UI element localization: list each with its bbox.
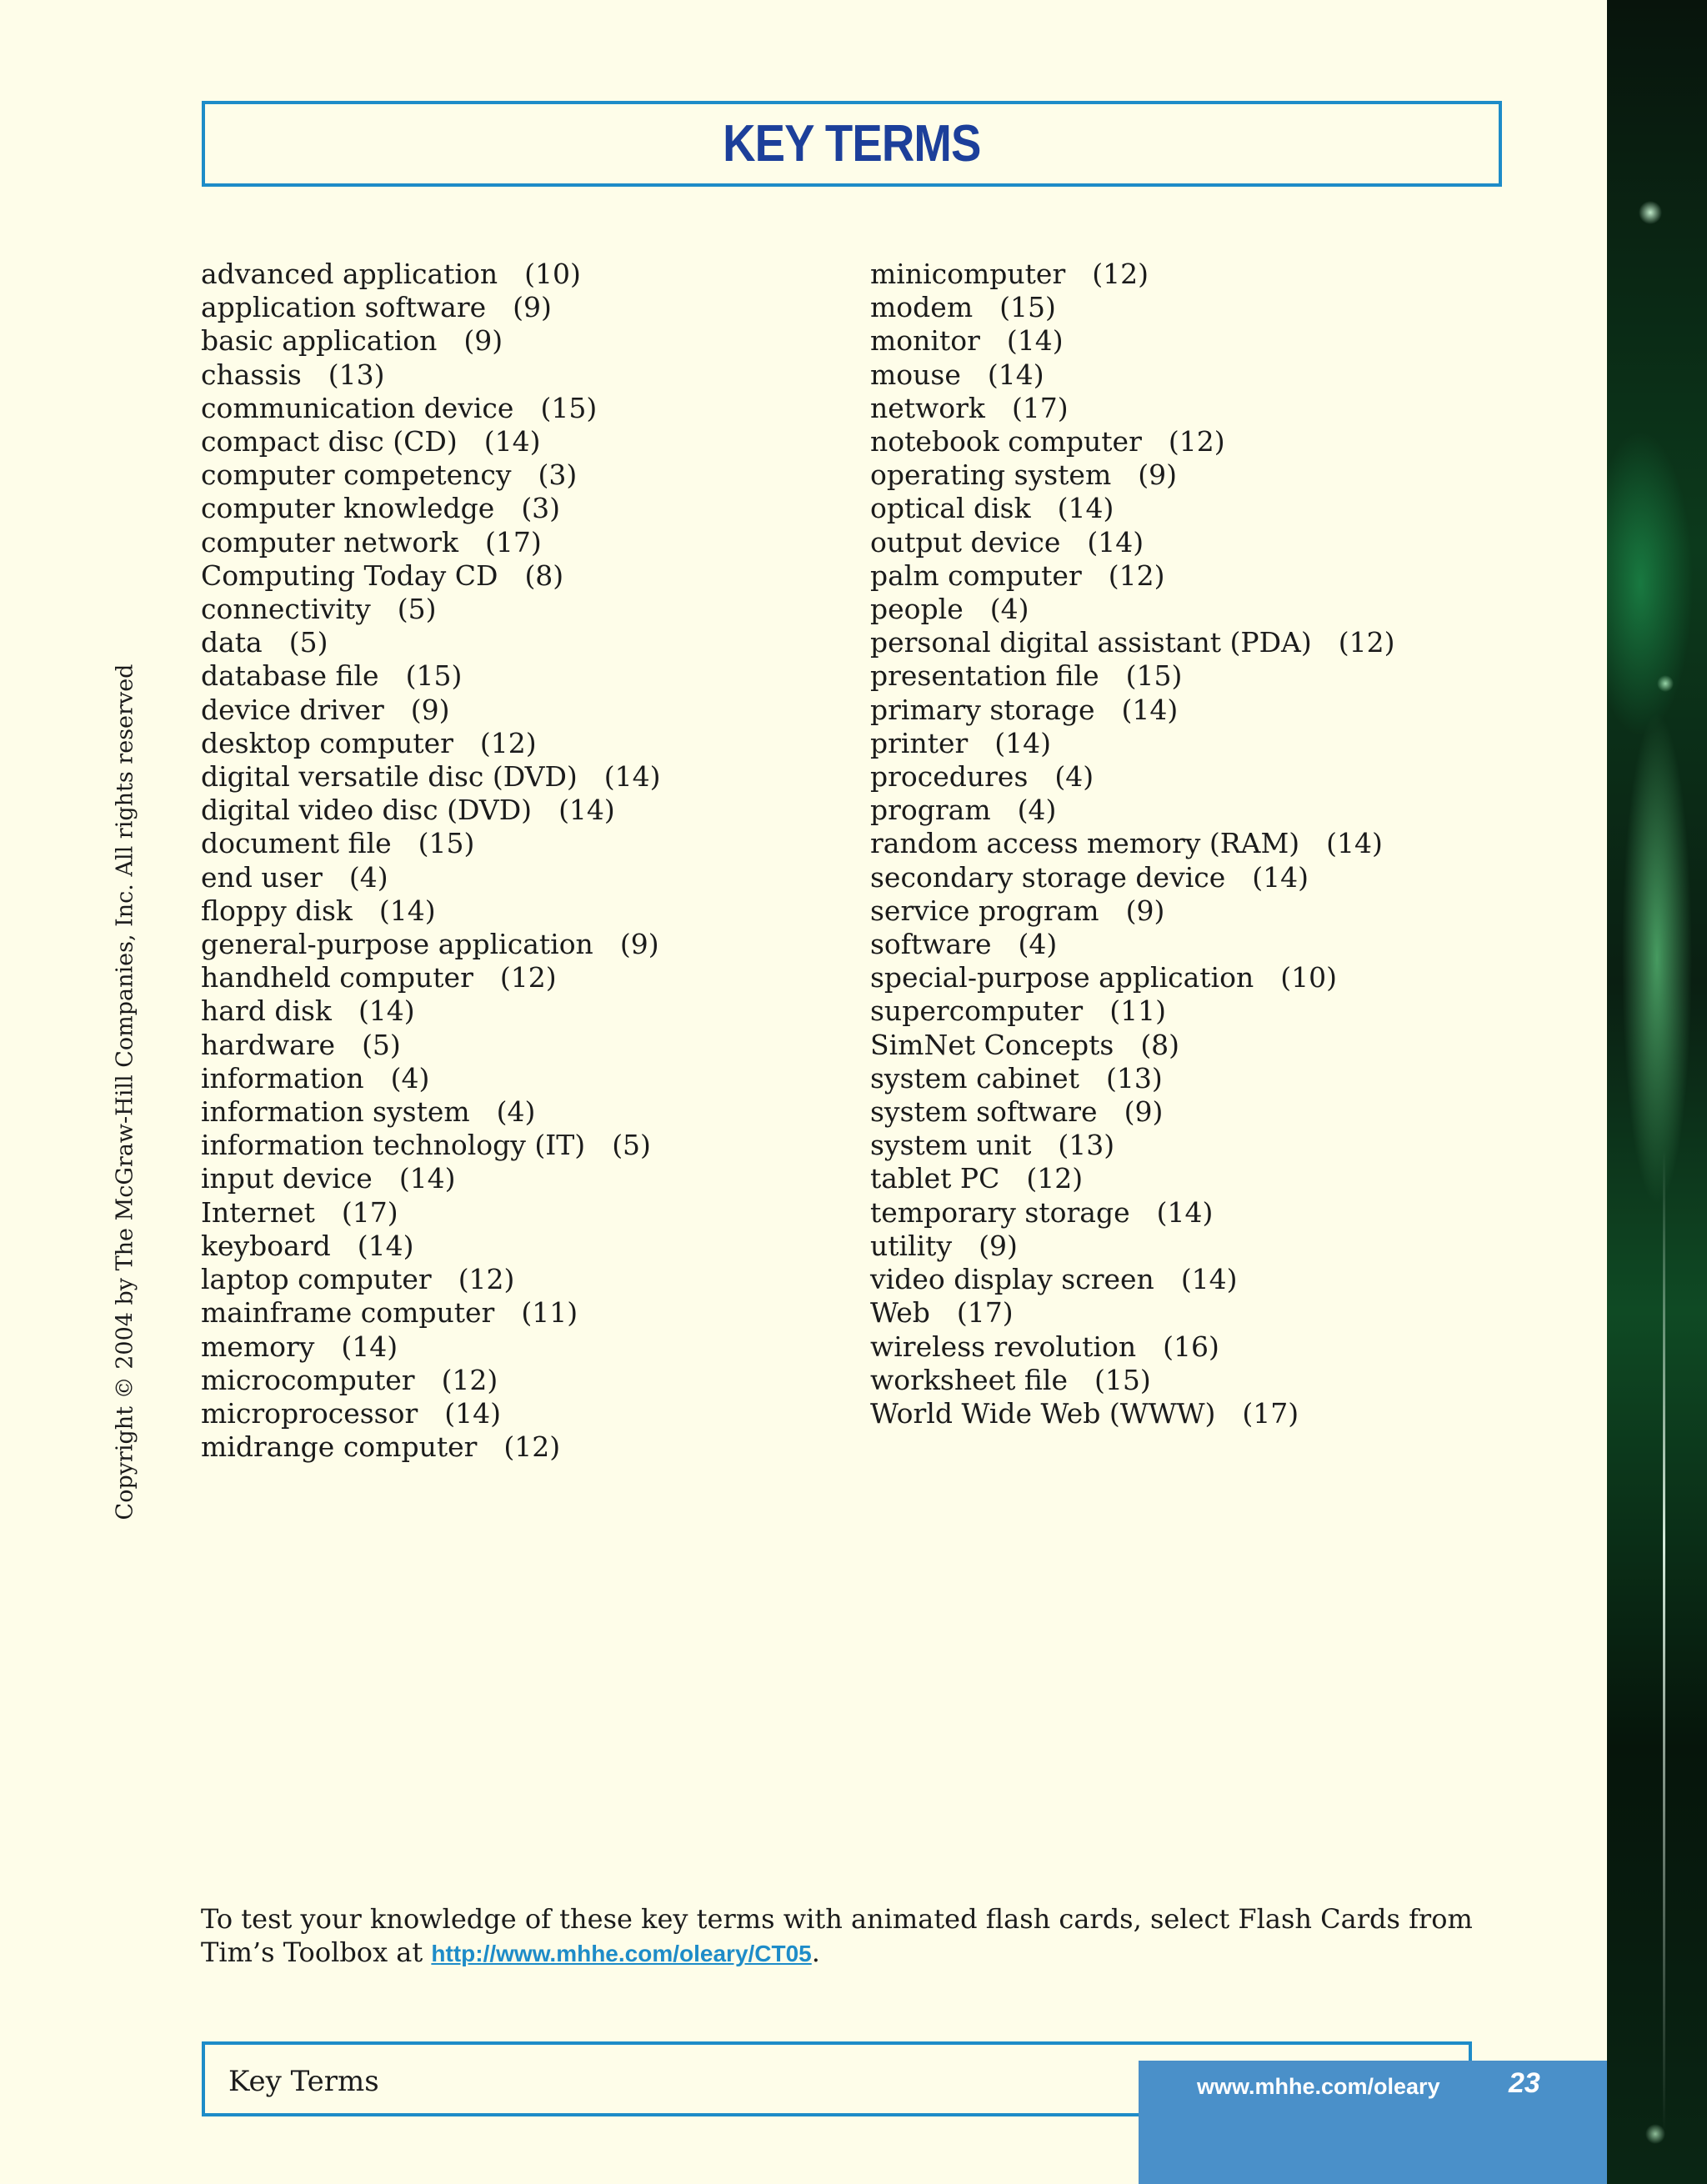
key-term-name: midrange computer: [201, 1430, 478, 1464]
key-term-name: wireless revolution: [870, 1330, 1137, 1363]
key-term-page-ref: (12): [1026, 1162, 1084, 1195]
key-term-name: presentation file: [870, 659, 1099, 693]
key-term-page-ref: (14): [378, 894, 436, 927]
key-term-name: device driver: [201, 693, 384, 726]
key-term-item: [870, 1162, 1395, 1195]
key-term-item: [201, 861, 661, 894]
key-term-item: [870, 694, 1395, 727]
key-term-name: keyboard: [201, 1229, 331, 1262]
key-term-name: tablet PC: [870, 1162, 1000, 1195]
key-term-page-ref: (4): [1018, 928, 1058, 961]
key-term-name: Computing Today CD: [201, 559, 498, 592]
key-term-item: [201, 727, 661, 760]
key-term-name: utility: [870, 1229, 953, 1262]
key-term-page-ref: (9): [1125, 894, 1165, 927]
key-term-name: program: [870, 794, 991, 827]
key-term-page-ref: (5): [612, 1129, 651, 1162]
key-term-page-ref: (13): [328, 358, 385, 391]
key-term-item: [201, 1330, 661, 1364]
key-term-page-ref: (17): [485, 525, 542, 559]
key-term-name: people: [870, 593, 964, 626]
footer-section-label: Key Terms: [228, 2065, 379, 2098]
key-term-item: [201, 1230, 661, 1263]
key-term-item: [870, 593, 1395, 626]
key-term-item: [870, 827, 1395, 860]
key-term-page-ref: (17): [956, 1296, 1014, 1330]
key-term-page-ref: (12): [1108, 559, 1165, 592]
key-term-item: [201, 458, 661, 492]
key-term-item: [870, 526, 1395, 559]
key-term-item: [870, 291, 1395, 324]
key-term-name: digital video disc (DVD): [201, 794, 533, 827]
key-term-name: application software: [201, 291, 487, 324]
key-term-item: [870, 1230, 1395, 1263]
key-terms-left-column: [201, 258, 661, 1464]
key-term-page-ref: (4): [1017, 794, 1057, 827]
key-term-name: Internet: [201, 1195, 315, 1229]
key-term-name: connectivity: [201, 593, 371, 626]
key-term-page-ref: (14): [341, 1330, 398, 1363]
key-term-page-ref: (3): [521, 492, 561, 525]
key-term-name: microcomputer: [201, 1363, 415, 1396]
key-term-item: [201, 1095, 661, 1129]
key-term-name: basic application: [201, 324, 438, 358]
key-term-page-ref: (14): [1057, 492, 1114, 525]
key-term-item: [201, 794, 661, 827]
key-term-name: optical disk: [870, 492, 1031, 525]
key-term-page-ref: (4): [348, 860, 388, 894]
toolbox-link[interactable]: http://www.mhhe.com/oleary/CT05: [431, 1941, 812, 1966]
flash-cards-note-end: .: [811, 1936, 820, 1968]
key-term-name: advanced application: [201, 258, 498, 290]
key-term-name: handheld computer: [201, 961, 473, 994]
key-term-name: operating system: [870, 458, 1112, 492]
key-term-item: [201, 928, 661, 961]
key-term-page-ref: (14): [558, 794, 615, 827]
key-term-item: [201, 1129, 661, 1162]
key-term-name: random access memory (RAM): [870, 827, 1300, 860]
key-term-page-ref: (9): [1138, 458, 1177, 492]
key-term-name: temporary storage: [870, 1195, 1130, 1229]
flash-cards-note: [201, 1902, 1501, 1971]
key-term-item: [201, 694, 661, 727]
key-term-item: [201, 1162, 661, 1195]
footer-url: www.mhhe.com/oleary: [1197, 2074, 1440, 2099]
key-term-item: [870, 626, 1395, 659]
key-term-item: [870, 458, 1395, 492]
key-term-item: [201, 593, 661, 626]
key-term-page-ref: (4): [989, 593, 1029, 626]
key-term-page-ref: (8): [1140, 1028, 1180, 1061]
key-term-name: information system: [201, 1095, 470, 1129]
key-term-page-ref: (14): [1121, 693, 1179, 726]
key-term-name: desktop computer: [201, 726, 453, 759]
key-term-page-ref: (9): [410, 693, 450, 726]
key-term-page-ref: (14): [1006, 324, 1064, 358]
key-term-page-ref: (14): [603, 760, 661, 794]
key-term-name: end user: [201, 860, 323, 894]
footer-tab: [1139, 2061, 1607, 2184]
key-term-item: [870, 358, 1395, 392]
key-term-name: service program: [870, 894, 1099, 927]
key-term-page-ref: (14): [483, 425, 541, 458]
key-term-item: [201, 358, 661, 392]
key-term-item: [201, 659, 661, 693]
key-term-item: [201, 1029, 661, 1062]
key-term-item: [870, 994, 1395, 1028]
key-term-item: [201, 1263, 661, 1296]
key-term-item: [201, 291, 661, 324]
key-term-page-ref: (3): [538, 458, 578, 492]
key-term-item: [870, 760, 1395, 794]
key-term-name: system unit: [870, 1129, 1032, 1162]
key-term-page-ref: (17): [1011, 391, 1069, 424]
key-term-item: [201, 1062, 661, 1095]
key-term-item: [870, 961, 1395, 994]
key-term-name: minicomputer: [870, 258, 1066, 290]
key-term-item: [201, 626, 661, 659]
key-term-page-ref: (17): [341, 1195, 398, 1229]
key-term-page-ref: (11): [521, 1296, 578, 1330]
key-term-item: [870, 324, 1395, 358]
key-term-name: general-purpose application: [201, 928, 593, 961]
key-term-name: computer knowledge: [201, 492, 495, 525]
key-term-item: [870, 1129, 1395, 1162]
key-term-name: output device: [870, 525, 1061, 559]
key-term-page-ref: (9): [513, 291, 552, 324]
key-term-item: [870, 659, 1395, 693]
key-term-name: document file: [201, 827, 392, 860]
decorative-light-streak: [1663, 1150, 1665, 2134]
key-term-name: hard disk: [201, 994, 332, 1028]
key-term-page-ref: (14): [1156, 1195, 1214, 1229]
key-term-name: chassis: [201, 358, 302, 391]
key-term-name: database file: [201, 659, 379, 693]
key-term-page-ref: (9): [1124, 1095, 1164, 1129]
key-term-item: [870, 1062, 1395, 1095]
key-term-name: worksheet file: [870, 1363, 1068, 1396]
key-term-item: [201, 258, 661, 291]
key-term-page-ref: (12): [1092, 258, 1149, 290]
key-term-item: [201, 1364, 661, 1397]
key-term-item: [870, 1263, 1395, 1296]
key-term-item: [201, 827, 661, 860]
key-term-page-ref: (12): [1168, 425, 1225, 458]
key-term-page-ref: (10): [1280, 961, 1337, 994]
key-term-item: [870, 1095, 1395, 1129]
key-term-item: [870, 1296, 1395, 1330]
key-term-item: [870, 258, 1395, 291]
decorative-side-image: [1607, 0, 1707, 2184]
key-term-item: [201, 425, 661, 458]
key-term-page-ref: (12): [503, 1430, 561, 1464]
key-term-page-ref: (15): [418, 827, 475, 860]
key-term-item: [870, 1364, 1395, 1397]
key-term-item: [201, 894, 661, 928]
key-term-item: [870, 425, 1395, 458]
key-term-name: computer competency: [201, 458, 512, 492]
key-term-page-ref: (14): [1087, 525, 1144, 559]
key-terms-right-column: [870, 258, 1395, 1430]
key-term-name: memory: [201, 1330, 315, 1363]
key-term-name: monitor: [870, 324, 980, 358]
key-term-item: [870, 492, 1395, 525]
key-term-item: [870, 392, 1395, 425]
key-term-item: [201, 392, 661, 425]
key-term-name: network: [870, 391, 985, 424]
key-term-item: [201, 1430, 661, 1464]
key-term-name: digital versatile disc (DVD): [201, 760, 578, 794]
key-term-name: special-purpose application: [870, 961, 1254, 994]
key-term-name: computer network: [201, 525, 459, 559]
key-term-name: mouse: [870, 358, 961, 391]
key-term-page-ref: (4): [1054, 760, 1094, 794]
key-term-page-ref: (14): [358, 994, 415, 1028]
key-term-name: modem: [870, 291, 974, 324]
key-term-item: [201, 1296, 661, 1330]
key-term-item: [201, 760, 661, 794]
key-term-page-ref: (14): [1180, 1263, 1238, 1296]
flash-cards-note-text: To test your knowledge of these key terms with animated flash cards, select Flash Cards from Tim’s Toolbox at: [201, 1903, 1473, 1968]
key-term-page-ref: (12): [499, 961, 557, 994]
key-term-page-ref: (14): [1252, 860, 1309, 894]
key-term-item: [201, 492, 661, 525]
key-term-name: data: [201, 626, 263, 659]
key-term-name: hardware: [201, 1028, 336, 1061]
key-term-name: primary storage: [870, 693, 1095, 726]
key-term-item: [870, 1196, 1395, 1230]
key-term-name: input device: [201, 1162, 373, 1195]
key-term-name: video display screen: [870, 1263, 1154, 1296]
key-term-page-ref: (11): [1109, 994, 1166, 1028]
key-term-page-ref: (12): [1338, 626, 1395, 659]
key-term-page-ref: (4): [496, 1095, 536, 1129]
key-term-name: procedures: [870, 760, 1029, 794]
key-term-name: communication device: [201, 391, 514, 424]
key-term-name: microprocessor: [201, 1396, 418, 1430]
key-term-name: compact disc (CD): [201, 425, 458, 458]
key-term-item: [870, 559, 1395, 593]
key-term-page-ref: (15): [1094, 1363, 1151, 1396]
key-term-name: secondary storage device: [870, 860, 1226, 894]
key-term-page-ref: (12): [441, 1363, 498, 1396]
key-term-name: printer: [870, 726, 969, 759]
key-term-page-ref: (5): [397, 593, 437, 626]
key-term-page-ref: (14): [444, 1396, 502, 1430]
key-term-page-ref: (9): [619, 928, 659, 961]
key-term-item: [201, 961, 661, 994]
key-term-name: personal digital assistant (PDA): [870, 626, 1312, 659]
key-term-item: [870, 1397, 1395, 1430]
key-term-page-ref: (5): [288, 626, 328, 659]
key-term-item: [201, 1196, 661, 1230]
key-term-page-ref: (10): [524, 258, 581, 290]
key-term-item: [870, 1330, 1395, 1364]
key-term-page-ref: (8): [524, 559, 564, 592]
key-term-name: SimNet Concepts: [870, 1028, 1114, 1061]
key-term-name: information technology (IT): [201, 1129, 586, 1162]
key-term-page-ref: (15): [1125, 659, 1183, 693]
key-term-page-ref: (14): [987, 358, 1044, 391]
key-term-name: mainframe computer: [201, 1296, 495, 1330]
key-term-page-ref: (17): [1242, 1396, 1299, 1430]
key-term-name: notebook computer: [870, 425, 1142, 458]
key-term-page-ref: (15): [540, 391, 598, 424]
page-number: 23: [1509, 2067, 1540, 2099]
key-term-page-ref: (14): [994, 726, 1052, 759]
key-term-item: [201, 526, 661, 559]
key-term-page-ref: (15): [405, 659, 463, 693]
key-term-page-ref: (14): [1326, 827, 1383, 860]
title-box: [202, 101, 1502, 187]
key-term-page-ref: (13): [1058, 1129, 1115, 1162]
key-term-name: laptop computer: [201, 1263, 432, 1296]
key-term-page-ref: (14): [357, 1229, 414, 1262]
key-term-page-ref: (4): [390, 1061, 430, 1095]
key-term-item: [201, 994, 661, 1028]
key-term-name: palm computer: [870, 559, 1082, 592]
key-term-name: system software: [870, 1095, 1098, 1129]
copyright-notice: Copyright © 2004 by The McGraw-Hill Companies, Inc. All rights reserved: [112, 664, 138, 1520]
key-term-item: [870, 894, 1395, 928]
key-term-page-ref: (16): [1163, 1330, 1219, 1363]
key-term-item: [870, 727, 1395, 760]
key-term-name: floppy disk: [201, 894, 353, 927]
key-term-page-ref: (9): [979, 1229, 1018, 1262]
key-term-name: Web: [870, 1296, 930, 1330]
key-term-item: [201, 559, 661, 593]
key-term-item: [870, 928, 1395, 961]
key-term-page-ref: (5): [362, 1028, 401, 1061]
key-term-page-ref: (9): [463, 324, 503, 358]
key-term-name: information: [201, 1061, 364, 1095]
key-term-page-ref: (14): [398, 1162, 456, 1195]
key-term-item: [870, 861, 1395, 894]
key-term-name: supercomputer: [870, 994, 1084, 1028]
key-term-item: [870, 1029, 1395, 1062]
key-term-name: system cabinet: [870, 1061, 1079, 1095]
key-term-item: [870, 794, 1395, 827]
page-title: KEY TERMS: [723, 115, 981, 173]
key-term-page-ref: (12): [458, 1263, 515, 1296]
key-term-page-ref: (12): [479, 726, 537, 759]
key-term-page-ref: (15): [999, 291, 1056, 324]
key-term-item: [201, 324, 661, 358]
key-term-name: software: [870, 928, 992, 961]
key-term-item: [201, 1397, 661, 1430]
key-term-page-ref: (13): [1105, 1061, 1163, 1095]
key-term-name: World Wide Web (WWW): [870, 1396, 1216, 1430]
